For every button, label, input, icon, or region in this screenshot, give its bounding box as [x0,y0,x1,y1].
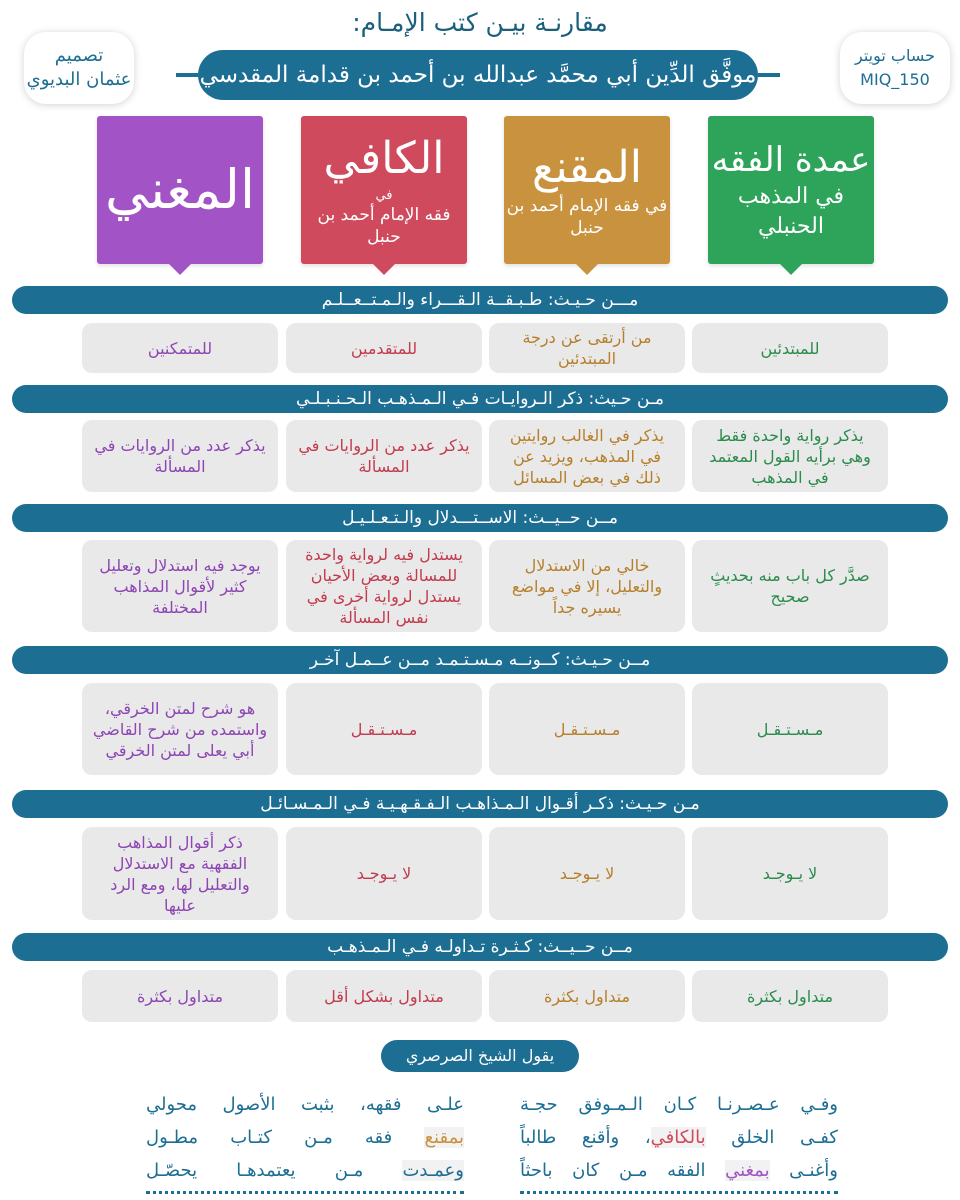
cell-muqni-narrations: يذكر في الغالب روايتين في المذهب، ويزيد عن ذلك في بعض المسائل [489,420,685,492]
cell-kafi-reader-level: للمتقدمين [286,323,482,373]
poem-highlight-kafi: بالكافي [650,1127,706,1148]
cell-kafi-narrations: يذكر عدد من الروايات في المسألة [286,420,482,492]
book-title: عمدة الفقه [711,140,871,180]
section-header-circulation: مــن حــيــث: كـثـرة تـداولـه فـي الـمـذهـب [12,933,948,961]
section-header-evidence: مــن حــيــث: الاســتـــدلال والـتـعـلـيـل [12,504,948,532]
cell-kafi-evidence: يستدل فيه لرواية واحدة للمسالة وبعض الأحيان يستدل لرواية أخرى في نفس المسألة [286,540,482,632]
dotted-divider [520,1188,838,1194]
poem-text: وأغنـى [769,1160,838,1181]
book-almuqni [504,116,670,264]
cell-kafi-opinions: لا يـوجـد [286,827,482,920]
cell-muqni-evidence: خالي من الاستدلال والتعليل، إلا في مواضع يسيره جداً [489,540,685,632]
poem-line [146,1121,464,1154]
designer-badge [24,32,134,104]
book-subtitle: في فقه الإمام أحمد بن حنبل [506,196,668,238]
book-title: المغني [104,158,256,221]
cell-mughni-narrations: يذكر عدد من الروايات في المسألة [82,420,278,492]
cell-mughni-reader-level: للمتمكنين [82,323,278,373]
cell-umda-source: مـسـتـقـل [692,683,888,775]
poem-highlight-umda: وعمـدت [402,1160,464,1181]
poem-text: مـن يعتمدهـا يحصّـل [146,1160,403,1181]
book-title: المقنع [531,142,643,193]
book-subtitle: فقه الإمام أحمد بن حنبل [317,205,451,247]
section-header-source: مــن حـيـث: كــونــه مـسـتـمـد مــن عــمـل آخـر [12,646,948,674]
twitter-label: حساب تويتر [855,46,936,65]
poem-left-column [146,1088,464,1187]
section-header-reader-level: مـــن حـيـث: طـبـقــة الـقـــراء والـمـتــعــلـم [12,286,948,314]
cell-muqni-circulation: متداول بكثرة [489,970,685,1022]
cell-umda-narrations: يذكر رواية واحدة فقط وهي برأيه القول المعتمد في المذهب [692,420,888,492]
cell-kafi-source: مـسـتـقـل [286,683,482,775]
dotted-divider [146,1188,464,1194]
author-banner: موفَّق الدِّين أبي محمَّد عبدالله بن أحمد بن قدامة المقدسي [198,50,758,100]
poem-line [520,1121,838,1154]
poem-line [520,1088,838,1121]
cell-mughni-source: هو شرح لمتن الخرقي، واستمده من شرح القاضي أبي يعلى لمتن الخرقي [82,683,278,775]
cell-mughni-opinions: ذكر أقوال المذاهب الفقهية مع الاستدلال والتعليل لها، ومع الرد عليها [82,827,278,920]
cell-umda-reader-level: للمبتدئين [692,323,888,373]
book-subtitle: في المذهب الحنبلي [737,184,845,239]
twitter-handle[interactable]: MIQ_150 [860,70,930,89]
cell-mughni-evidence: يوجد فيه استدلال وتعليل كثير لأقوال المذاهب المختلفة [82,540,278,632]
cell-umda-evidence: صدَّر كل باب منه بحديثٍ صحيح [692,540,888,632]
cell-umda-circulation: متداول بكثرة [692,970,888,1022]
poem-line [520,1154,838,1187]
poem-text: ، وأقنع طالباً [520,1127,651,1148]
book-almughni [97,116,263,264]
section-header-narrations: مـن حـيث: ذكر الـروايـات فـي الـمـذهـب الـحـنـبـلـي [12,385,948,413]
poem-line [146,1088,464,1121]
cell-muqni-reader-level: من أرتقى عن درجة المبتدئين [489,323,685,373]
cell-mughni-circulation: متداول بكثرة [82,970,278,1022]
cell-umda-opinions: لا يـوجـد [692,827,888,920]
design-label: تصميم [54,45,104,66]
page-title: مقارنـة بيـن كتب الإمـام: [352,8,608,37]
twitter-badge[interactable] [840,32,950,104]
section-header-madhhab-opinions: مـن حـيـث: ذكـر أقـوال الـمـذاهـب الـفـقـهـيـة فـي الـمـسـائـل [12,790,948,818]
cell-muqni-source: مـسـتـقـل [489,683,685,775]
cell-muqni-opinions: لا يـوجـد [489,827,685,920]
poem-text: وفـي عـصـرنـا كـان الـمـوفق حجـة [520,1094,838,1115]
cell-kafi-circulation: متداول بشكل أقل [286,970,482,1022]
book-title: الكافي [323,133,445,184]
poem-text: علـى فقهه، بثبت الأصول محولي [146,1094,464,1115]
poem-text: فقه مـن كتـاب مطـول [146,1127,425,1148]
poem-line [146,1154,464,1187]
designer-name: عثمان البديوي [26,69,132,90]
poem-right-column [520,1088,838,1187]
poem-text: الفقه مـن كان باحثاً [520,1160,726,1181]
poem-heading: يقول الشيخ الصرصري [381,1040,579,1072]
poem-highlight-mughni: بمغني [725,1160,770,1181]
poem-highlight-muqni: بمقنع [424,1127,464,1148]
book-fi: في [375,188,393,203]
book-alkafi [301,116,467,264]
poem-text: كفـى الخلق [705,1127,838,1148]
book-umdat-alfiqh [708,116,874,264]
